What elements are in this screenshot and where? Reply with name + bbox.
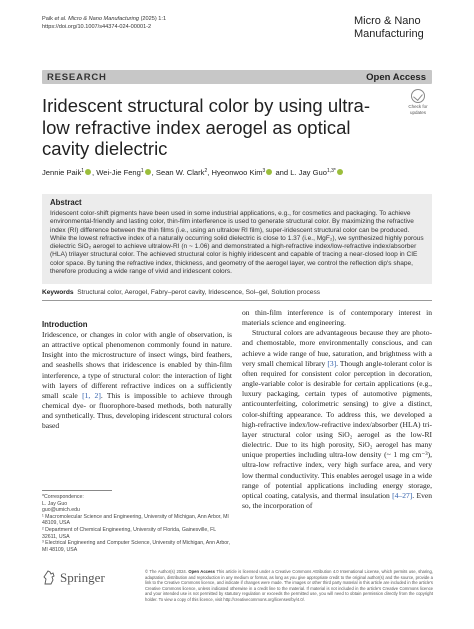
open-access-label: Open Access [366,71,426,83]
page-header [42,15,432,55]
abstract-box [42,194,432,284]
section-label: RESEARCH [47,72,107,83]
citation-link[interactable]: [1, 2] [82,390,101,400]
citation [42,15,302,31]
author-name[interactable]: Hyeonwoo Kim [211,168,263,177]
citation-journal: et al. Micro & Nano Manufacturing [54,16,140,22]
citation-link[interactable]: [3] [327,358,337,368]
badge-line1: Check for [408,104,428,109]
affiliation-3: ³ Electrical Engineering and Computer Science, University of Michigan, Ann Arbor, MI 48109, USA [42,540,230,553]
correspondence-label: *Correspondence: [42,494,84,500]
correspondence-name: L. Jay Guo [42,500,68,507]
keywords-label: Keywords [42,289,74,296]
orcid-icon[interactable] [85,169,91,175]
journal-name-line2: Manufacturing [354,28,424,40]
author-list: Jennie Paik$^1$ , Wei-Jie Feng$^1$ , Sean W. Clark$^2$, Hyeonwoo Kim$^3$ and L. Jay Guo$^{1,3*}$ [42,166,432,178]
author-name[interactable]: L. Jay Guo [290,168,327,177]
keywords [42,289,432,296]
body-paragraph: on thin-film interference is of contemporary interest in materials science and engineering. Structural colors are advantageous because they are photo- and chemostable, more environmentally conscious, and can achieve a wide range of hue, saturation, and brightness with a very small chemical library [3]. Though angle-tolerant color is often required for consistent color perception in decoration, angle-variable color is desirable for certain applications (e.g., luxury packaging, certain types of automotive pigments, anticounterfeiting, colorimetric sensing) to give a distinct, color-shifting appearance. To address this, we developed a high-refractive index/low-refractive index/absorber (HLA) tri-layer structural color using SiO₂ aerogel as the low-RI dielectric. Due to its high porosity, SiO₂ aerogel has many unique properties including ultra-low density (~ 1 mg cm⁻³), ultra-low refractive index, very high surface area, and very low thermal conductivity. This enables aerogel usage in a wide range of potential applications including energy storage, optical coating, catalysis, and thermal insulation [4–27]. Even so, the incorporation of [242,308,432,510]
section-heading-introduction: Introduction [42,320,88,329]
doi-link[interactable]: https://doi.org/10.1007/s44374-024-00001-2 [42,24,152,30]
left-column [42,308,232,432]
author-affiliation: 3 [262,168,266,174]
author-affiliation: 1 [140,168,144,174]
author-affiliation: 1,3* [326,168,336,174]
orcid-icon[interactable] [337,169,343,175]
citation-link[interactable]: [4–27] [392,490,413,500]
check-for-updates-badge[interactable] [405,89,431,117]
affiliation-2: ² Department of Chemical Engineering, University of Florida, Gainesville, FL 32611, USA [42,526,216,540]
section-bar [42,70,432,84]
correspondence-footnote [42,490,232,553]
body-paragraph: Iridescence, or changes in color with angle of observation, is an attractive optical phenomenon commonly found in nature. Insight into the microstructure of insect wings, bird feathers, and seashells shows that iridescence is enabled by thin-film interference, a type of structural color: the interaction of light with layers of different refractive indices on a sufficiently small scale [1, 2]. This is impossible to achieve through chemical dye- or fluorophore-based methods, both naturally and synthetically. Thus, developing iridescent structural colors based [42,330,232,431]
footnote-rule [42,490,112,491]
journal-name [354,15,434,41]
springer-logo[interactable] [42,570,132,586]
author-name[interactable]: Sean W. Clark [155,168,205,177]
affiliation-1: ¹ Macromolecular Science and Engineering, University of Michigan, Ann Arbor, MI 48109, USA [42,513,229,527]
article-title: Iridescent structural color by using ultra-low refractive index aerogel as optical cavity dielectric [42,95,370,159]
badge-line2: updates [409,110,426,115]
right-column [242,308,432,511]
author-name[interactable]: Jennie Paik [42,168,82,177]
author-name[interactable]: Wei-Jie Feng [96,168,141,177]
publisher-name: Springer [60,570,105,585]
springer-horse-icon [42,570,56,585]
author-affiliation: 2 [204,168,208,174]
abstract-heading: Abstract [50,198,82,207]
orcid-icon[interactable] [266,169,272,175]
correspondence-email[interactable]: guo@umich.edu [42,507,80,514]
orcid-icon[interactable] [145,169,151,175]
author-affiliation: 1 [81,168,85,174]
citation-year: (2025) 1:1 [139,16,167,22]
keywords-list: Structural color, Aerogel, Fabry–perot cavity, Iridescence, Sol–gel, Solution process [77,289,321,296]
journal-name-line1: Micro & Nano [354,15,421,27]
citation-prefix: Paik [42,16,55,22]
check-updates-icon [411,89,425,103]
abstract-text: Iridescent color-shift pigments have been used in some industrial applications, e.g., for cosmetics and packaging. To achieve environmental-friendly and lasting color, thin-film interference is used to generate structural color. By maximizing the refractive index (RI) difference between the thin films (i.e., using an ultralow RI film), super-iridescent structural color can be produced. While the lowest refractive index of a naturally occurring solid dielectric is close to 1.37 (i.e., MgF₂), we synthesized highly porous dielectric SiO₂ aerogel to achieve ultralow-RI (n ~ 1.06) and demonstrated a high-refractive index/low-refractive index/absorber (HLA) trilayer structural color. The achieved structural color is highly iridescent and capable of tracing a near-closed loop in CIE color space. By tuning the refractive index, thickness, and geometry of the aerogel layer, we control the reflection dip's shape, therefore producing a wide range of vivid and iridescent colors. [50,210,424,275]
divider [42,300,432,301]
license-text: © The Author(s) 2024. Open Access This article is licensed under a Creative Commons Attribution 4.0 International License, which permits use, sharing, adaptation, distribution and reproduction in any medium or format, as long as you give appropriate credit to the original author(s) and the source, provide a link to the Creative Commons licence, and indicate if changes were made. The images or other third party material in this article are included in the article's Creative Commons licence, unless indicated otherwise in a credit line to the material. If material is not included in the article's Creative Commons licence and your intended use is not permitted by statutory regulation or exceeds the permitted use, you will need to obtain permission directly from the copyright holder. To view a copy of this licence, visit http://creativecommons.org/licenses/by/4.0/. [145,569,433,602]
